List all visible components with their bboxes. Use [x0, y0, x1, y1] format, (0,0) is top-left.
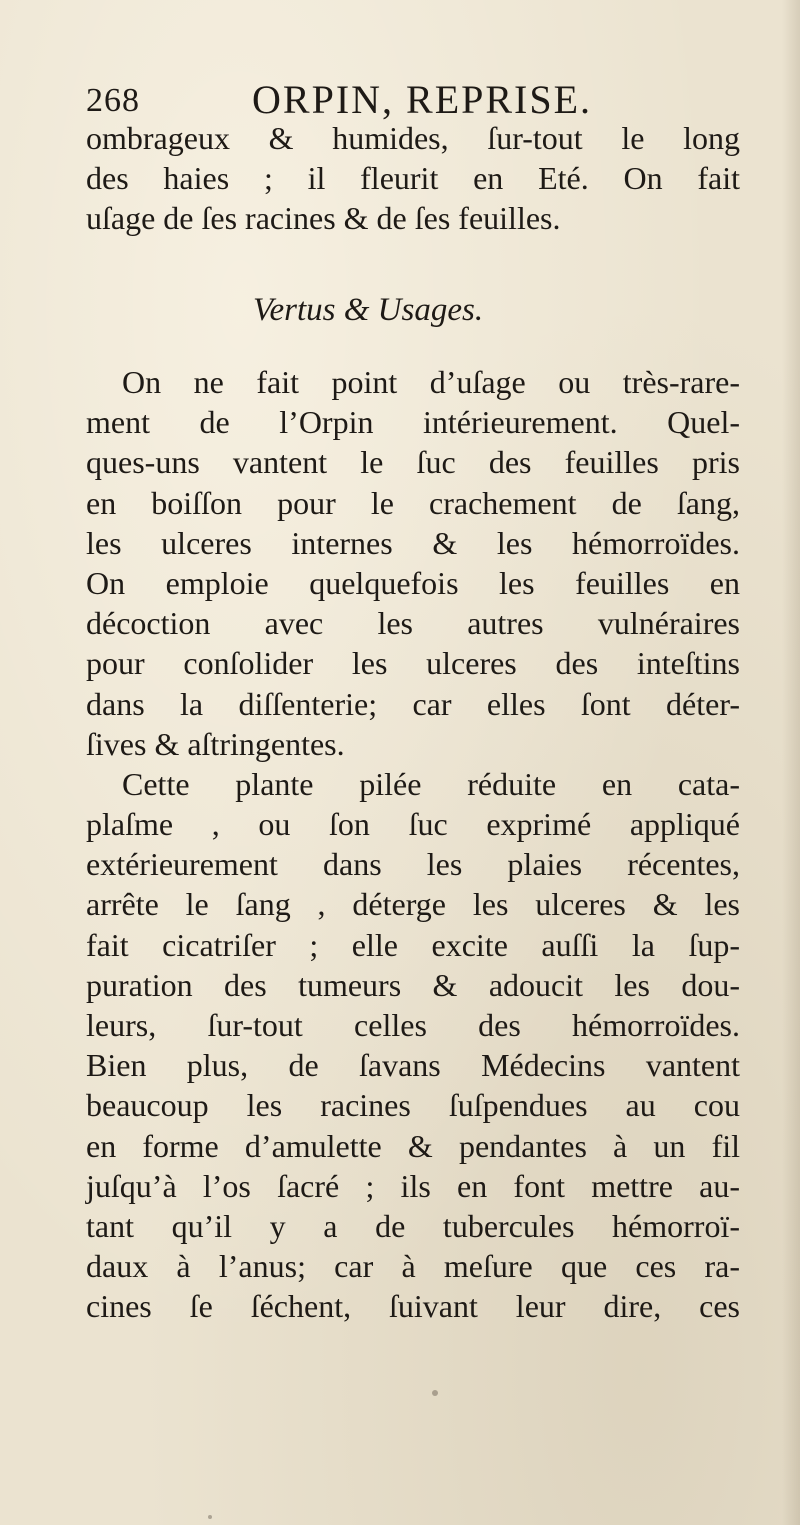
text-line: des haies ; il fleurit en Eté. On fait [86, 160, 740, 197]
text-line: cines ſe ſéchent, ſuivant leur dire, ces [86, 1288, 740, 1325]
text-line: ombrageux & humides, ſur-tout le long [86, 120, 740, 156]
text-line: tant qu’il y a de tubercules hémorroï- [86, 1207, 740, 1244]
text-line: les ulceres internes & les hémorroïdes. [86, 524, 740, 561]
text-line: beaucoup les racines ſuſpendues au cou [86, 1087, 740, 1124]
text-line: dans la diſſenterie; car elles ſont déter- [86, 685, 740, 722]
text-line: fait cicatriſer ; elle excite auſſi la ſup- [86, 926, 740, 963]
section-title: Vertus & Usages. [253, 292, 484, 328]
text-line: ſives & aſtringentes. [86, 725, 345, 762]
running-head: ORPIN, REPRISE. [252, 77, 593, 122]
paper-speck [432, 1390, 438, 1396]
text-line: en boiſſon pour le crachement de ſang, [86, 484, 740, 521]
text-line: uſage de ſes racines & de ſes feuilles. [86, 200, 561, 237]
page-header [86, 76, 746, 122]
text-line: plaſme , ou ſon ſuc exprimé appliqué [86, 806, 740, 843]
text-line: extérieurement dans les plaies récentes, [86, 846, 740, 883]
text-line: daux à l’anus; car à meſure que ces ra- [86, 1248, 740, 1285]
text-line: en forme d’amulette & pendantes à un fil [86, 1127, 740, 1164]
text-line: arrête le ſang , déterge les ulceres & les [86, 886, 740, 923]
text-line: ques-uns vantent le ſuc des feuilles pris [86, 444, 740, 481]
text-line: Bien plus, de ſavans Médecins vantent [86, 1047, 740, 1084]
body-text [86, 362, 740, 1327]
paper-speck [208, 1515, 212, 1519]
text-line: puration des tumeurs & adoucit les dou- [86, 966, 740, 1003]
text-line: pour conſolider les ulceres des inteſtins [86, 645, 740, 682]
page-edge-shadow [782, 0, 800, 1525]
page-number: 268 [86, 82, 140, 119]
text-line: On ne fait point d’uſage ou très-rare- [122, 364, 740, 400]
text-line: On emploie quelquefois les feuilles en [86, 564, 740, 601]
text-line: leurs, ſur-tout celles des hémorroïdes. [86, 1007, 740, 1043]
text-line: Cette plante pilée réduite en cata- [122, 765, 740, 802]
text-line: ment de l’Orpin intérieurement. Quel- [86, 404, 740, 441]
paragraph-continued [86, 118, 740, 239]
text-line: juſqu’à l’os ſacré ; ils en font mettre au- [86, 1167, 740, 1204]
text-line: décoction avec les autres vulnéraires [86, 605, 740, 642]
